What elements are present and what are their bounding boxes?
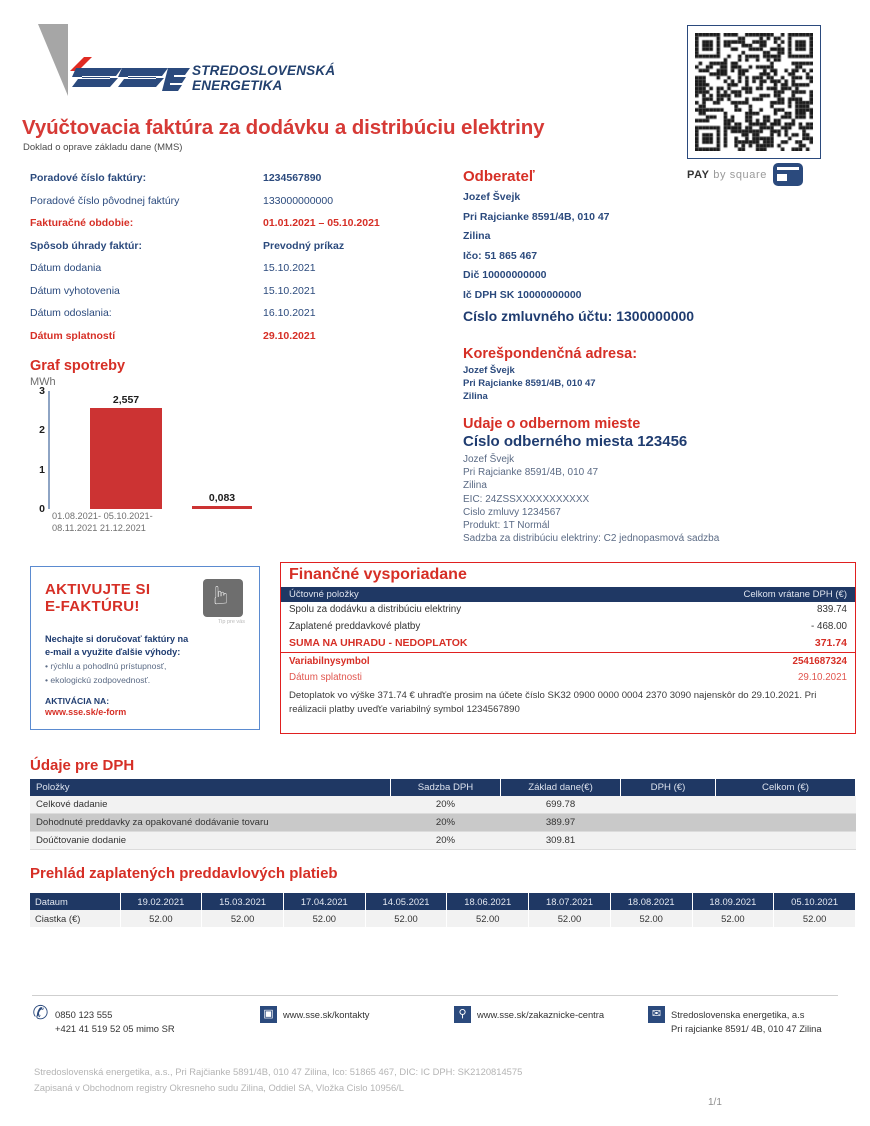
promo-header <box>31 567 259 629</box>
vat-cell-4 <box>716 832 856 850</box>
phone-icon: ✆ <box>32 1003 49 1024</box>
meta-label-1: Poradové číslo pôvodnej faktúry <box>30 194 180 207</box>
consumption-point-heading: Udaje o odbernom mieste <box>463 416 641 432</box>
due-date-value: 29.10.2021 <box>797 672 847 683</box>
contract-account-number: Císlo zmluvného účtu: 1300000000 <box>463 308 695 324</box>
meta-value-0: 1234567890 <box>263 172 322 184</box>
site-line-5: Produkt: 1T Normál <box>463 520 550 532</box>
customer-line-1: Pri Rajcianke 8591/4B, 010 47 <box>463 210 610 223</box>
financial-rows <box>281 602 855 635</box>
site-line-6: Sadzba za distribúciu elektriny: C2 jednopasmová sadzba <box>463 533 720 545</box>
vat-column-header-2: Základ dane(€) <box>501 779 621 796</box>
chart-y-axis <box>30 385 48 515</box>
chart-xlabel-row-0: 01.08.2021- 05.10.2021- <box>52 511 153 521</box>
logo-wordmark <box>192 64 335 93</box>
envelope-icon: ✉ <box>648 1006 665 1023</box>
correspondence-lines <box>463 364 853 403</box>
footer-contact-line-2-0: www.sse.sk/zakaznicke-centra <box>477 1009 605 1020</box>
financial-row-label-1: Zaplatené preddavkové platby <box>289 620 421 632</box>
hand-tap-icon <box>203 579 243 617</box>
consumption-point-block <box>463 416 858 545</box>
correspondence-block <box>463 346 853 403</box>
site-line-3: EIC: 24ZSSXXXXXXXXXXX <box>463 493 590 505</box>
vat-column-header-4: Celkom (€) <box>716 779 856 796</box>
advances-amount-4: 52.00 <box>447 910 529 927</box>
advances-amount-2: 52.00 <box>283 910 365 927</box>
financial-total-row <box>281 635 855 653</box>
financial-row-value-0: 839.74 <box>817 604 847 615</box>
logo-line-1: STREDOSLOVENSKÁ <box>192 63 336 78</box>
vat-column-header-0: Položky <box>30 779 391 796</box>
financial-total-value: 371.74 <box>814 637 847 649</box>
table-row <box>30 796 856 814</box>
correspondence-line-1: Pri Rajcianke 8591/4B, 010 47 <box>463 378 596 389</box>
vat-cell-0: Doúčtovanie dodanie <box>30 832 391 850</box>
vat-section-title: Údaje pre DPH <box>30 757 135 774</box>
advances-date-0: 19.02.2021 <box>120 893 202 910</box>
advances-amount-6: 52.00 <box>610 910 692 927</box>
customer-line-2: Zilina <box>463 230 491 242</box>
vat-table <box>30 779 856 850</box>
chart-ytick-2: 2 <box>39 424 45 437</box>
chart-bar-0 <box>90 408 162 509</box>
financial-row <box>281 619 855 636</box>
legal-line-2: Zapisaná v Obchodnom registry Okresneho sudu Zilina, Oddiel SA, Vložka Cislo 10956/L <box>34 1082 404 1093</box>
financial-settlement-box <box>280 562 856 734</box>
chart-axis-line <box>48 391 50 509</box>
advances-date-3: 14.05.2021 <box>365 893 447 910</box>
contact-card-icon: ▣ <box>260 1006 277 1023</box>
customer-line-4: Dič 10000000000 <box>463 269 547 281</box>
page-number: 1/1 <box>708 1097 722 1108</box>
chart-xlabel-row-1: 08.11.2021 21.12.2021 <box>52 522 146 533</box>
site-line-4: Cislo zmluvy 1234567 <box>463 506 561 518</box>
legal-line-1: Stredoslovenská energetika, a.s., Pri Rajčianke 5891/4B, 010 47 Zilina, Ico: 51865 467, DIC: IC DPH: SK2120814575 <box>34 1066 523 1077</box>
vat-cell-2: 309.81 <box>501 832 621 850</box>
customer-line-0: Jozef Švejk <box>463 191 521 203</box>
customer-block <box>463 168 843 305</box>
vat-cell-1: 20% <box>391 814 501 832</box>
advances-date-6: 18.08.2021 <box>610 893 692 910</box>
vat-cell-2: 699.78 <box>501 796 621 814</box>
logo-slash-shape <box>38 24 68 96</box>
promo-activation-url[interactable]: www.sse.sk/e-form <box>45 707 127 717</box>
variable-symbol-value: 2541687324 <box>792 655 847 667</box>
vat-cell-4 <box>716 796 856 814</box>
site-line-0: Jozef Švejk <box>463 454 515 465</box>
promo-bullet-1: • ekologickú zodpovednosť. <box>45 674 151 685</box>
meta-label-6: Dátum odoslania: <box>30 307 112 319</box>
footer-contact-text-0 <box>55 1006 175 1035</box>
due-date-row <box>281 670 855 687</box>
chart-plot-area <box>30 385 260 515</box>
advance-payments-table <box>30 893 856 927</box>
promo-bullets <box>45 660 247 686</box>
financial-table-header <box>281 587 855 602</box>
meta-value-4: 15.10.2021 <box>263 262 316 274</box>
vat-cell-1: 20% <box>391 796 501 814</box>
advances-date-4: 18.06.2021 <box>447 893 529 910</box>
financial-title: Finančné vysporiadane <box>289 566 467 583</box>
promo-body-line-1: Nechajte si doručovať faktúry na <box>45 634 189 644</box>
document-subtitle: Doklad o oprave základu dane (MMS) <box>23 142 183 153</box>
meta-value-7: 29.10.2021 <box>263 329 316 342</box>
vat-cell-0: Dohodnuté preddavky za opakované dodávanie tovaru <box>30 814 391 832</box>
footer-contact-text-1 <box>283 1006 370 1022</box>
footer-contact-line-3-0: Stredoslovenska energetika, a.s <box>671 1009 805 1020</box>
footer-contact-0[interactable] <box>32 1003 175 1035</box>
chart-bar-label-1: 0,083 <box>208 491 236 504</box>
advances-section-title: Prehlád zaplatených preddavlových platieb <box>30 865 338 882</box>
e-invoice-promo-box[interactable] <box>30 566 260 730</box>
financial-total-label: SUMA NA UHRADU - NEDOPLATOK <box>289 637 468 649</box>
financial-row-value-1: - 468.00 <box>811 620 847 632</box>
advances-amount-3: 52.00 <box>365 910 447 927</box>
due-date-label: Dátum splatnosti <box>289 672 362 683</box>
advances-amount-1: 52.00 <box>202 910 284 927</box>
footer-divider <box>32 995 838 996</box>
qr-code-frame <box>687 25 821 159</box>
customer-line-3: Ičo: 51 865 467 <box>463 249 538 262</box>
sse-logo <box>32 24 336 110</box>
vat-cell-0: Celkové dadanie <box>30 796 391 814</box>
vat-table-header-row <box>30 779 856 796</box>
variable-symbol-label: Variabilnysymbol <box>289 655 370 667</box>
footer-contact-1[interactable] <box>260 1006 370 1023</box>
invoice-meta-labels <box>30 167 280 347</box>
advance-payments-amount-row <box>30 910 856 927</box>
chart-title: Graf spotreby <box>30 358 126 374</box>
vat-column-header-3: DPH (€) <box>621 779 716 796</box>
document-title: Vyúčtovacia faktúra za dodávku a distribúciu elektriny <box>22 116 545 139</box>
meta-value-5: 15.10.2021 <box>263 284 316 297</box>
meta-value-3: Prevodný príkaz <box>263 239 345 252</box>
customer-lines <box>463 188 843 305</box>
chart-ytick-0: 0 <box>39 503 45 515</box>
consumption-chart <box>30 358 280 553</box>
financial-header-left: Účtovné položky <box>289 589 359 600</box>
footer-contact-line-1-0: www.sse.sk/kontakty <box>283 1009 370 1020</box>
consumption-point-lines <box>463 453 858 545</box>
financial-row-label-0: Spolu za dodávku a distribúciu elektriny <box>289 604 462 615</box>
variable-symbol-row <box>281 654 855 671</box>
correspondence-heading: Korešpondenčná adresa: <box>463 346 638 362</box>
chart-ytick-1: 1 <box>39 463 45 476</box>
promo-activation-label: AKTIVÁCIA NA: <box>45 696 110 706</box>
vat-table-body <box>30 796 856 850</box>
customer-heading: Odberateľ <box>463 168 535 185</box>
footer-contact-text-3 <box>671 1006 822 1035</box>
promo-title-line-2: E-FAKTÚRU! <box>45 598 140 615</box>
advances-amount-0: 52.00 <box>120 910 202 927</box>
chart-bar-1 <box>192 506 252 509</box>
advances-amount-8: 52.00 <box>774 910 856 927</box>
advances-date-header: Dataum <box>30 893 120 910</box>
meta-label-0: Poradové číslo faktúry: <box>30 172 147 184</box>
meta-value-6: 16.10.2021 <box>263 307 316 319</box>
pay-by-square-block <box>687 25 837 186</box>
legal-text <box>34 1064 522 1096</box>
vat-cell-3 <box>621 814 716 832</box>
vat-cell-2: 389.97 <box>501 814 621 832</box>
table-row <box>30 832 856 850</box>
invoice-sheet <box>8 0 862 1126</box>
meta-label-4: Dátum dodania <box>30 262 102 274</box>
promo-bullet-0: • rýchlu a pohodlnú prístupnosť, <box>45 661 167 671</box>
advances-date-2: 17.04.2021 <box>283 893 365 910</box>
footer-contact-text-2 <box>477 1006 604 1022</box>
advances-amount-7: 52.00 <box>692 910 774 927</box>
advance-payments-header-row <box>30 893 856 910</box>
chart-y-axis-label: MWh <box>30 376 56 388</box>
meta-label-7: Dátum splatností <box>30 329 116 342</box>
meta-label-2: Fakturačné obdobie: <box>30 217 134 229</box>
advances-date-7: 18.09.2021 <box>692 893 774 910</box>
footer-contact-line-0-1: +421 41 519 52 05 mimo SR <box>55 1022 175 1034</box>
meta-value-1: 133000000000 <box>263 194 334 207</box>
promo-title-line-1: AKTIVUJTE SI <box>45 581 151 598</box>
location-pin-icon: ⚲ <box>454 1006 471 1023</box>
meta-label-3: Spôsob úhrady faktúr: <box>30 239 143 252</box>
sse-logo-mark <box>70 57 190 101</box>
payment-instructions: Detoplatok vo výške 371.74 € uhraďťe prosim na účete číslo SK32 0900 0000 0004 2370 3090 najenskôr do 29.10.2021. Pri reálizacii platby uveďťe variabilný symbol 1234567890 <box>289 689 817 715</box>
correspondence-line-2: Zilina <box>463 391 488 402</box>
advances-date-5: 18.07.2021 <box>529 893 611 910</box>
advances-amount-header: Ciastka (€) <box>30 910 120 927</box>
advances-amount-5: 52.00 <box>529 910 611 927</box>
invoice-meta-values <box>263 167 443 347</box>
advances-date-8: 05.10.2021 <box>774 893 856 910</box>
chart-ytick-3: 3 <box>39 385 45 397</box>
customer-line-5: Ič DPH SK 10000000000 <box>463 288 582 301</box>
chart-bar-label-0: 2,557 <box>112 394 140 407</box>
financial-row <box>281 602 855 619</box>
correspondence-line-0: Jozef Švejk <box>463 365 515 376</box>
promo-tip-label: Tip pre vás <box>217 619 245 625</box>
table-row <box>30 814 856 832</box>
vat-cell-1: 20% <box>391 832 501 850</box>
by-square-label: by square <box>713 168 767 181</box>
promo-body-line-2: e-mail a využite ďalšie výhody: <box>45 647 181 657</box>
financial-header-right: Celkom vrátane DPH (€) <box>743 589 847 600</box>
site-line-2: Zilina <box>463 480 487 492</box>
footer-contact-line-3-1: Pri rajcianke 8591/ 4B, 010 47 Zilina <box>671 1022 822 1034</box>
promo-body <box>31 629 259 717</box>
footer-contact-line-0-0: 0850 123 555 <box>55 1009 113 1020</box>
advances-date-1: 15.03.2021 <box>202 893 284 910</box>
vat-cell-4 <box>716 814 856 832</box>
vat-column-header-1: Sadzba DPH <box>391 779 501 796</box>
meta-value-2: 01.01.2021 – 05.10.2021 <box>263 217 380 229</box>
logo-line-2: ENERGETIKA <box>192 77 283 93</box>
chart-bars <box>52 391 252 509</box>
vat-cell-3 <box>621 796 716 814</box>
pay-label: PAY <box>687 168 710 181</box>
qr-code-image <box>695 33 813 151</box>
footer-contact-2[interactable] <box>454 1006 604 1023</box>
site-line-1: Pri Rajcianke 8591/4B, 010 47 <box>463 467 599 479</box>
footer-contact-3[interactable] <box>648 1006 822 1035</box>
meta-label-5: Dátum vyhotovenia <box>30 284 120 297</box>
chart-x-axis-labels <box>30 511 260 534</box>
consumption-point-number: Císlo odberného miesta 123456 <box>463 433 688 450</box>
vat-cell-3 <box>621 832 716 850</box>
